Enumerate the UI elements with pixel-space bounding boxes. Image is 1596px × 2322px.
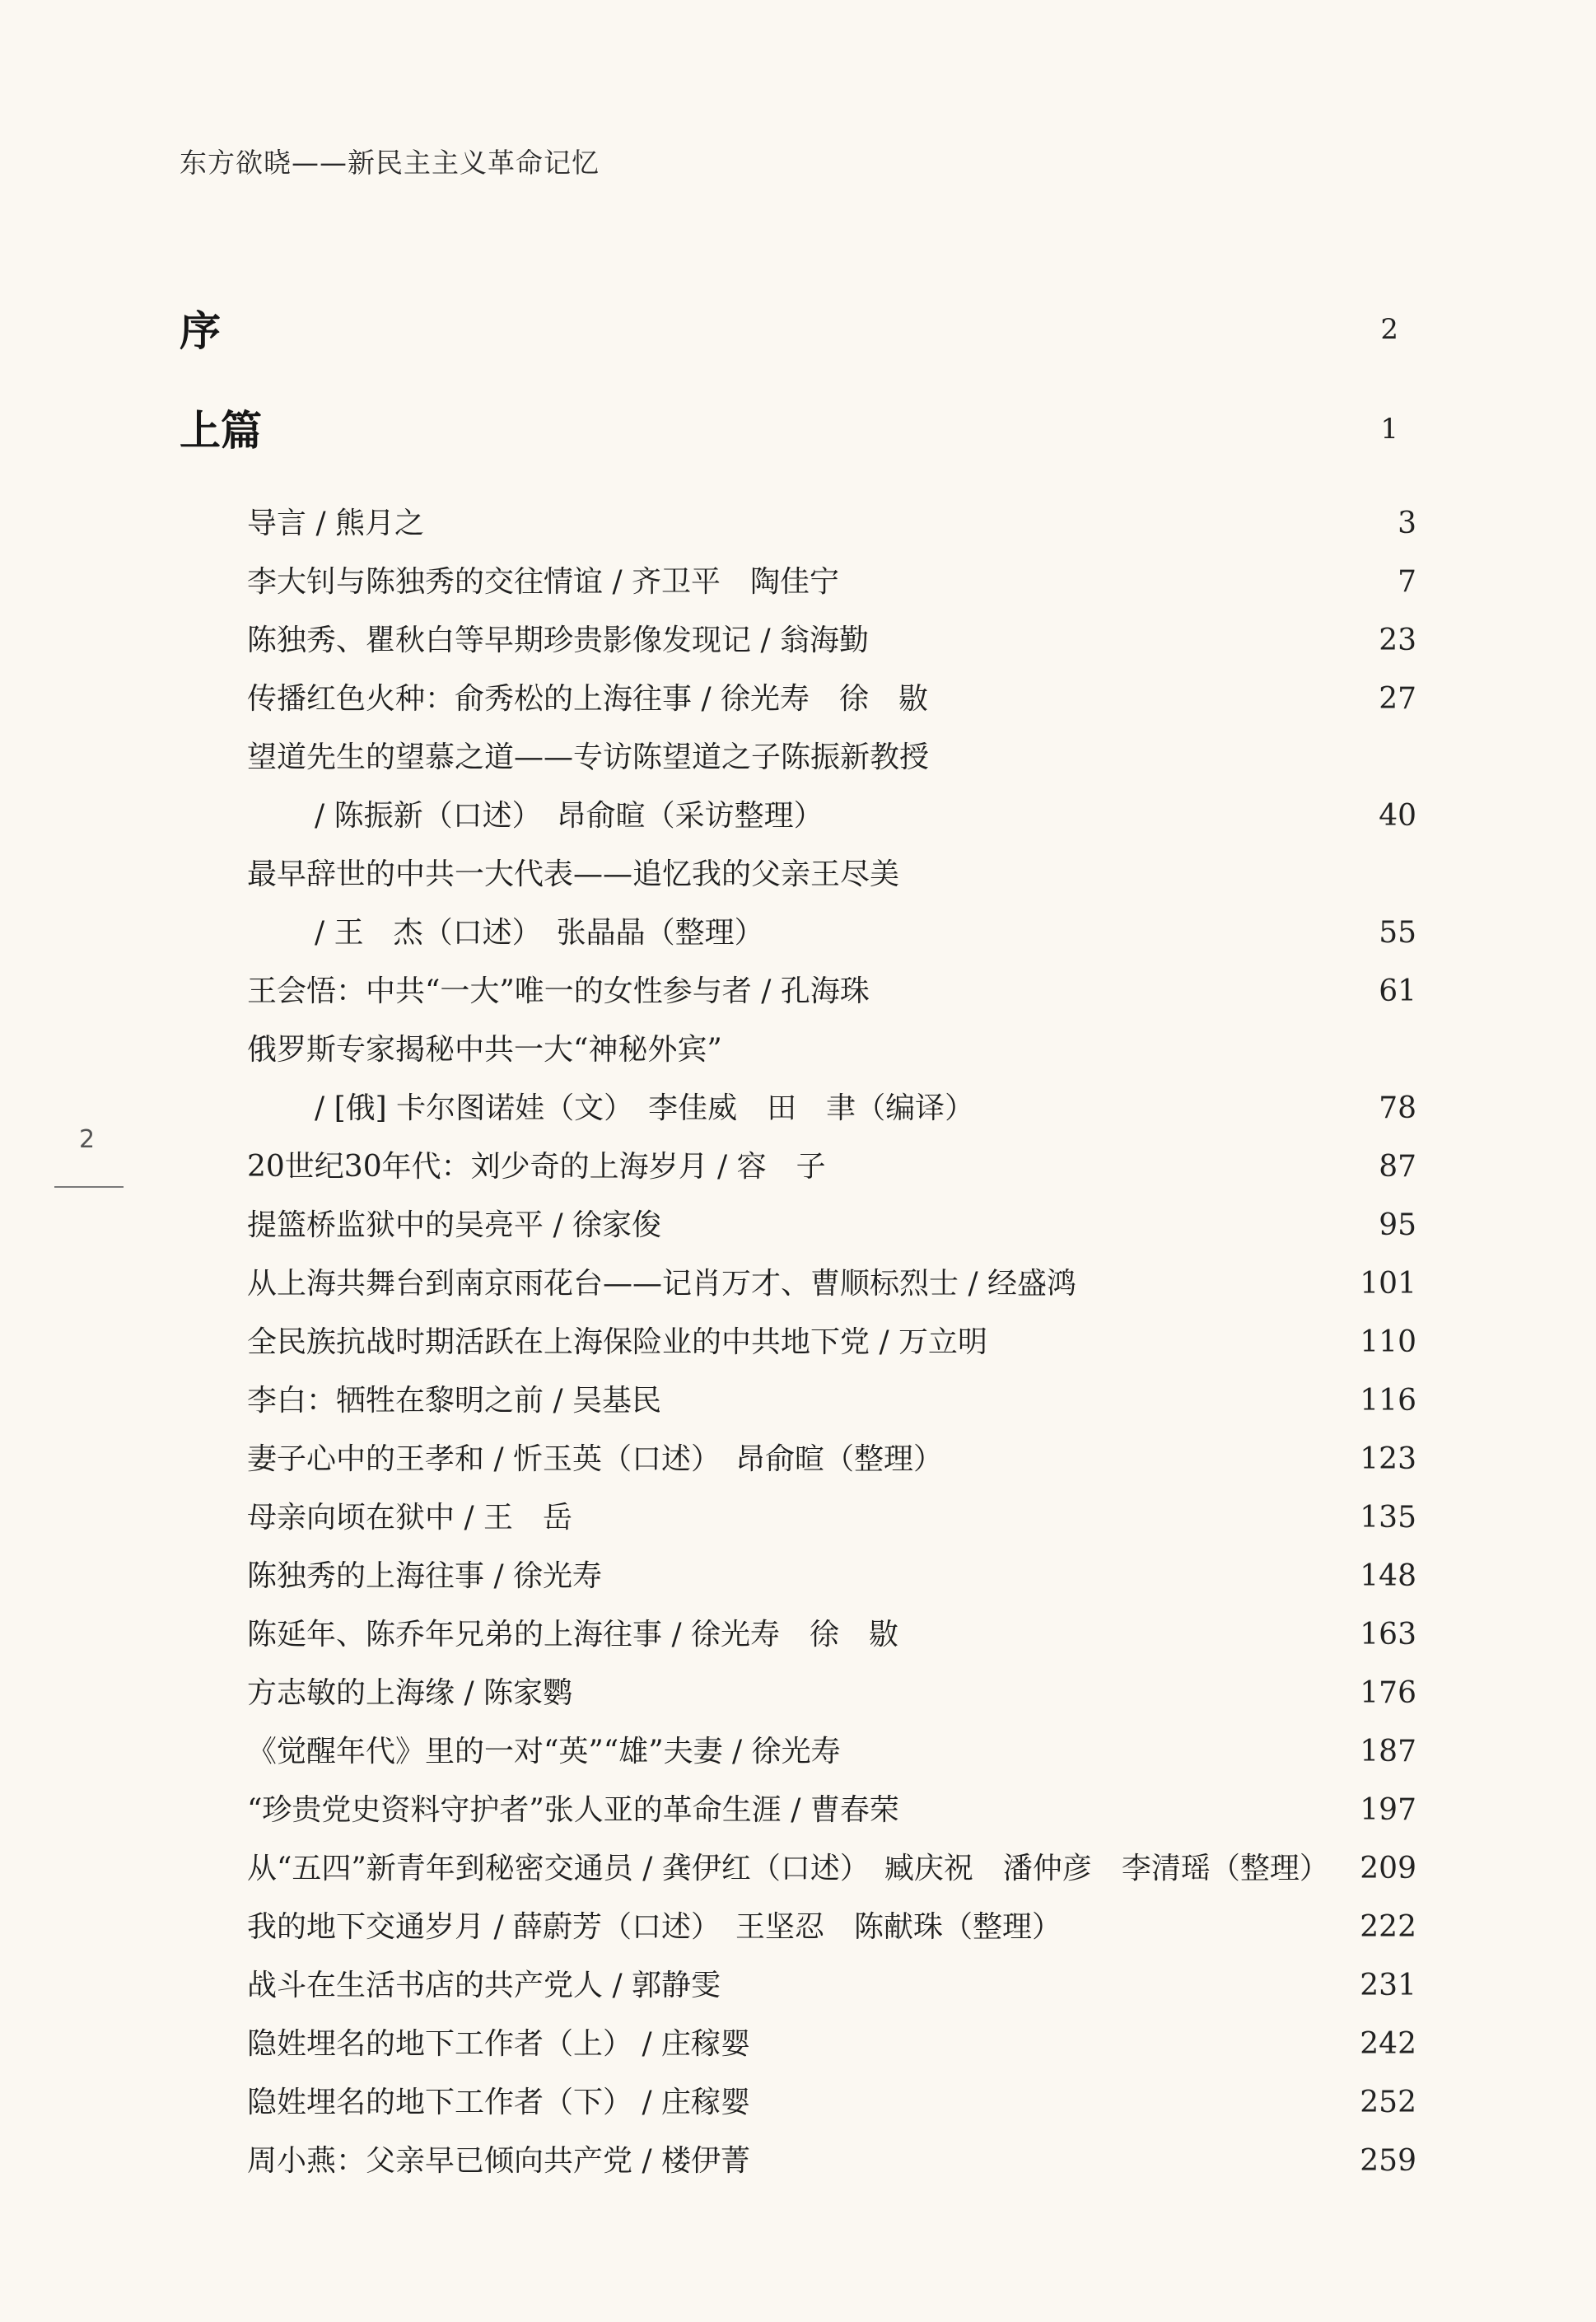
- toc-entry-title: 我的地下交通岁月 / 薛蔚芳（口述） 王坚忍 陈献珠（整理）: [247, 1910, 1062, 1944]
- toc-entry[interactable]: [247, 1255, 1416, 1314]
- toc-entry-title: 隐姓埋名的地下工作者（上） / 庄稼婴: [247, 2027, 751, 2061]
- toc-entry-page-number: 176: [1360, 1676, 1416, 1710]
- toc-list: [247, 495, 1416, 2191]
- toc-entry[interactable]: [247, 1431, 1416, 1489]
- toc-entry-title: 周小燕：父亲早已倾向共产党 / 楼伊菁: [247, 2144, 751, 2178]
- toc-entry-title: 《觉醒年代》里的一对“英”“雄”夫妻 / 徐光寿: [247, 1735, 841, 1768]
- toc-entry-title: 李大钊与陈独秀的交往情谊 / 齐卫平 陶佳宁: [247, 565, 840, 599]
- toc-entry[interactable]: [247, 1021, 1416, 1080]
- toc-entry-title: 全民族抗战时期活跃在上海保险业的中共地下党 / 万立明: [247, 1325, 988, 1359]
- section-title: 序: [180, 306, 221, 355]
- toc-entry-page-number: 231: [1360, 1969, 1416, 2002]
- running-header: 东方欲晓——新民主主义革命记忆: [180, 147, 600, 179]
- toc-entry-page-number: 110: [1360, 1325, 1416, 1359]
- toc-entry[interactable]: [247, 729, 1416, 787]
- section-page-number: 2: [1380, 313, 1398, 346]
- toc-entry-title: 母亲向顷在狱中 / 王 岳: [247, 1501, 573, 1535]
- toc-entry-page-number: 78: [1379, 1091, 1416, 1125]
- toc-entry-title: 望道先生的望慕之道——专访陈望道之子陈振新教授: [247, 741, 930, 774]
- toc-entry[interactable]: [247, 1548, 1416, 1606]
- toc-entry-title: / [俄] 卡尔图诺娃（文） 李佳威 田 聿（编译）: [315, 1091, 975, 1125]
- toc-entry[interactable]: [247, 1314, 1416, 1372]
- toc-section-preface[interactable]: [180, 298, 1398, 356]
- toc-entry-title: 方志敏的上海缘 / 陈家鹦: [247, 1676, 573, 1710]
- toc-entry-title: / 陈振新（口述） 昂俞暄（采访整理）: [315, 799, 824, 833]
- toc-entry[interactable]: [247, 612, 1416, 670]
- toc-entry-page-number: 101: [1360, 1267, 1416, 1301]
- toc-entry-title: 王会悟：中共“一大”唯一的女性参与者 / 孔海珠: [247, 974, 870, 1008]
- toc-entry-page-number: 23: [1379, 624, 1416, 657]
- section-page-number: 1: [1380, 413, 1398, 446]
- toc-entry-title: 从“五四”新青年到秘密交通员 / 龚伊红（口述） 臧庆祝 潘仲彦 李清瑶（整理）: [247, 1852, 1329, 1885]
- toc-entry-page-number: 187: [1360, 1735, 1416, 1768]
- toc-entry-page-number: 27: [1379, 682, 1416, 716]
- toc-entry-continuation[interactable]: [247, 904, 1416, 963]
- toc-entry-title: 陈独秀的上海往事 / 徐光寿: [247, 1559, 603, 1593]
- toc-entry[interactable]: [247, 2016, 1416, 2074]
- section-title: 上篇: [180, 406, 262, 455]
- toc-entry-page-number: 3: [1398, 507, 1416, 540]
- toc-entry[interactable]: [247, 1723, 1416, 1782]
- toc-entry[interactable]: [247, 1606, 1416, 1665]
- toc-entry[interactable]: [247, 1665, 1416, 1723]
- toc-entry-page-number: 55: [1379, 916, 1416, 950]
- toc-entry[interactable]: [247, 1840, 1416, 1899]
- toc-entry-page-number: 7: [1398, 565, 1416, 599]
- toc-entry[interactable]: [247, 1372, 1416, 1431]
- toc-entry[interactable]: [247, 2133, 1416, 2191]
- toc-entry-title: 俄罗斯专家揭秘中共一大“神秘外宾”: [247, 1033, 722, 1067]
- toc-entry-page-number: 87: [1379, 1150, 1416, 1184]
- toc-entry-title: 陈延年、陈乔年兄弟的上海往事 / 徐光寿 徐 敭: [247, 1618, 899, 1652]
- margin-rule: [54, 1186, 124, 1188]
- toc-entry[interactable]: [247, 1899, 1416, 1957]
- toc-entry[interactable]: [247, 1197, 1416, 1255]
- margin-page-number: 2: [79, 1125, 96, 1154]
- toc-entry-page-number: 95: [1379, 1208, 1416, 1242]
- toc-entry-title: 传播红色火种：俞秀松的上海往事 / 徐光寿 徐 敭: [247, 682, 929, 716]
- toc-entry-title: 从上海共舞台到南京雨花台——记肖万才、曹顺标烈士 / 经盛鸿: [247, 1267, 1077, 1301]
- toc-entry-title: 20世纪30年代：刘少奇的上海岁月 / 容 子: [247, 1150, 826, 1184]
- toc-entry-page-number: 252: [1360, 2086, 1416, 2119]
- toc-entry-page-number: 148: [1360, 1559, 1416, 1593]
- toc-entry[interactable]: [247, 495, 1416, 554]
- toc-entry[interactable]: [247, 963, 1416, 1021]
- toc-entry-title: 妻子心中的王孝和 / 忻玉英（口述） 昂俞暄（整理）: [247, 1442, 944, 1476]
- toc-entry-title: 隐姓埋名的地下工作者（下） / 庄稼婴: [247, 2086, 751, 2119]
- toc-entry-title: 陈独秀、瞿秋白等早期珍贵影像发现记 / 翁海勤: [247, 624, 870, 657]
- toc-entry-title: 李白：牺牲在黎明之前 / 吴基民: [247, 1384, 662, 1418]
- toc-entry-title: “珍贵党史资料守护者”张人亚的革命生涯 / 曹春荣: [247, 1793, 899, 1827]
- toc-entry-page-number: 135: [1360, 1501, 1416, 1535]
- toc-entry[interactable]: [247, 1782, 1416, 1840]
- toc-entry-title: 战斗在生活书店的共产党人 / 郭静雯: [247, 1969, 721, 2002]
- toc-entry-continuation[interactable]: [247, 1080, 1416, 1138]
- toc-entry[interactable]: [247, 1138, 1416, 1197]
- toc-entry-title: / 王 杰（口述） 张晶晶（整理）: [315, 916, 764, 950]
- toc-entry[interactable]: [247, 670, 1416, 729]
- toc-entry[interactable]: [247, 1957, 1416, 2016]
- toc-section-part-one[interactable]: [180, 398, 1398, 456]
- toc-entry-page-number: 123: [1360, 1442, 1416, 1476]
- toc-entry-page-number: 40: [1379, 799, 1416, 833]
- toc-entry-page-number: 116: [1360, 1384, 1416, 1418]
- toc-entry-page-number: 163: [1360, 1618, 1416, 1652]
- toc-entry-title: 提篮桥监狱中的吴亮平 / 徐家俊: [247, 1208, 662, 1242]
- toc-entry-title: 最早辞世的中共一大代表——追忆我的父亲王尽美: [247, 857, 900, 891]
- toc-entry-page-number: 209: [1360, 1852, 1416, 1885]
- toc-entry[interactable]: [247, 2074, 1416, 2133]
- toc-entry-continuation[interactable]: [247, 787, 1416, 846]
- toc-entry[interactable]: [247, 554, 1416, 612]
- toc-entry-page-number: 222: [1360, 1910, 1416, 1944]
- toc-entry-title: 导言 / 熊月之: [247, 507, 425, 540]
- toc-entry-page-number: 197: [1360, 1793, 1416, 1827]
- toc-entry[interactable]: [247, 846, 1416, 904]
- toc-entry-page-number: 242: [1360, 2027, 1416, 2061]
- toc-entry-page-number: 61: [1379, 974, 1416, 1008]
- toc-entry[interactable]: [247, 1489, 1416, 1548]
- toc-entry-page-number: 259: [1360, 2144, 1416, 2178]
